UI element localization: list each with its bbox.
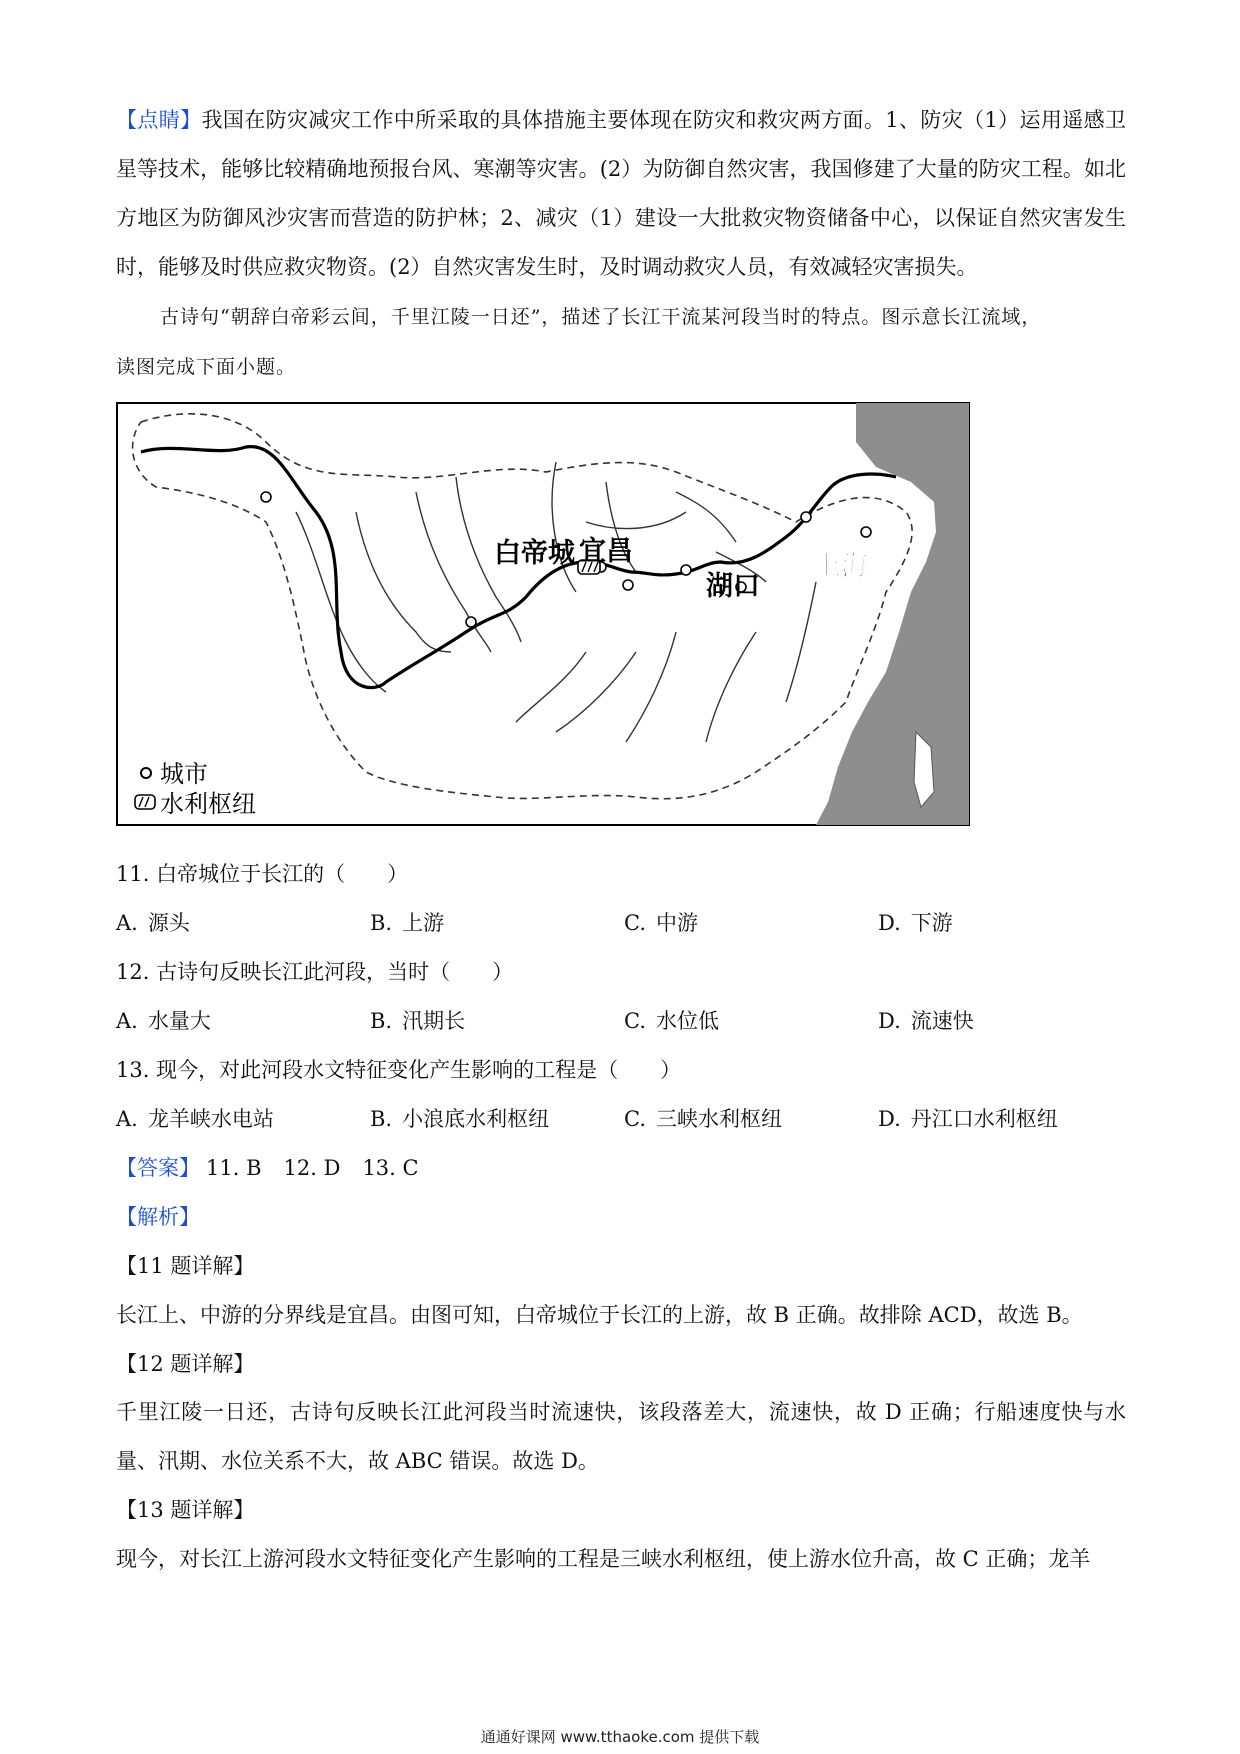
legend-hydro-icon <box>135 795 155 809</box>
legend-hydro-label: 水利枢纽 <box>160 791 256 818</box>
analysis-label: 【解析】 <box>116 1205 200 1229</box>
q12-option-b: B. 汛期长 <box>370 1009 466 1033</box>
answer-label: 【答案】 <box>116 1156 200 1180</box>
label-baidicheng: 白帝城 <box>494 538 575 568</box>
q13-option-d: D. 丹江口水利枢纽 <box>878 1107 1058 1131</box>
q13-option-c: C. 三峡水利枢纽 <box>624 1107 782 1131</box>
q12-detail-text: 千里江陵一日还，古诗句反映长江此河段当时流速快，该段落差大，流速快，故 D 正确；行船速度快与水量、汛期、水位关系不大，故 ABC 错误。故选 D。 <box>116 1400 1126 1473</box>
answer-line <box>116 1152 441 1182</box>
city-marker <box>681 565 691 575</box>
q13-option-a: A. 龙羊峡水电站 <box>116 1107 274 1131</box>
q11-option-c: C. 中游 <box>624 911 698 935</box>
q13-detail-title: 【13 题详解】 <box>116 1498 255 1522</box>
q12-option-c: C. 水位低 <box>624 1009 719 1033</box>
intro-line-1: 古诗句“朝辞白帝彩云间，千里江陵一日还”，描述了长江干流某河段当时的特点。图示意长江流域， <box>160 306 1042 328</box>
q11-option-b: B. 上游 <box>370 911 445 935</box>
map-svg <box>116 402 970 826</box>
dianjing-paragraph <box>116 96 1126 292</box>
city-marker <box>801 512 811 522</box>
q13-option-b: B. 小浪底水利枢纽 <box>370 1107 550 1131</box>
q12-detail-title: 【12 题详解】 <box>116 1352 255 1376</box>
answer-item: 13. C <box>362 1156 419 1180</box>
question-12-stem: 12. 古诗句反映长江此河段，当时（ ） <box>116 960 514 984</box>
q11-detail-text: 长江上、中游的分界线是宜昌。由图可知，白帝城位于长江的上游，故 B 正确。故排除 ACD，故选 B。 <box>116 1303 1083 1327</box>
label-shanghai: 上海 <box>814 551 868 581</box>
answer-item: 11. B <box>206 1156 262 1180</box>
label-hukou: 湖口 <box>706 571 760 601</box>
q11-detail-title: 【11 题详解】 <box>116 1254 255 1278</box>
intro-line-2: 读图完成下面小题。 <box>116 356 297 378</box>
q11-option-a: A. 源头 <box>116 911 190 935</box>
yangtze-basin-map <box>116 402 970 826</box>
legend-city-label: 城市 <box>160 761 208 788</box>
legend-city-icon <box>141 768 151 778</box>
city-marker <box>261 492 271 502</box>
q13-detail-text: 现今，对长江上游河段水文特征变化产生影响的工程是三峡水利枢纽，使上游水位升高，故 C 正确；龙羊 <box>116 1547 1091 1571</box>
q12-option-d: D. 流速快 <box>878 1009 974 1033</box>
dianjing-text: 我国在防灾减灾工作中所采取的具体措施主要体现在防灾和救灾两方面。1、防灾（1）运用遥感卫星等技术，能够比较精确地预报台风、寒潮等灾害。(2）为防御自然灾害，我国修建了大量的防灾工程。如北方地区为防御风沙灾害而营造的防护林；2、减灾（1）建设一大批救灾物资储备中心，以保证自然灾害发生时，能够及时供应救灾物资。(2）自然灾害发生时，及时调动救灾人员，有效减轻灾害损失。 <box>116 108 1127 279</box>
q11-option-d: D. 下游 <box>878 911 953 935</box>
dianjing-label: 【点睛】 <box>116 108 202 132</box>
label-yichang: 宜昌 <box>579 536 633 566</box>
city-marker-shanghai <box>861 527 871 537</box>
city-marker <box>623 580 633 590</box>
answer-item: 12. D <box>283 1156 341 1180</box>
footer: 通通好课网 www.tthaoke.com 提供下载 <box>480 1728 760 1746</box>
q12-option-a: A. 水量大 <box>116 1009 211 1033</box>
question-11-stem: 11. 白帝城位于长江的（ ） <box>116 862 409 886</box>
city-marker <box>466 617 476 627</box>
question-13-stem: 13. 现今，对此河段水文特征变化产生影响的工程是（ ） <box>116 1058 682 1082</box>
